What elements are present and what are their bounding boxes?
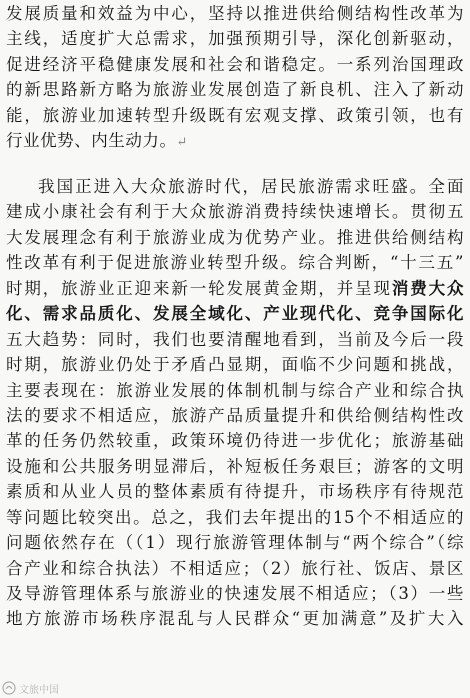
text-line: 主线，适度扩大总需求，加强预期引导，深化创新驱动， xyxy=(6,29,464,49)
text-line: 法的要求不相适应，旅游产品质量提升和供给侧结构性改 xyxy=(6,405,464,425)
text-line xyxy=(0,276,470,301)
text-segment: 行业优势、内生动力。 xyxy=(6,131,177,151)
text-line: 建成小康社会有利于大众旅游消费持续快速增长。贯彻五 xyxy=(6,202,464,222)
text-line: 性改革有利于促进旅游业转型升级。综合判断，“十三五” xyxy=(6,253,464,273)
text-line: 设施和公共服务明显滞后，补短板任务艰巨；游客的文明 xyxy=(6,456,464,476)
text-segment: 时期，旅游业正迎来新一轮发展黄金期，并呈现 xyxy=(6,278,392,298)
text-line: 时期，旅游业仍处于矛盾凸显期，面临不少问题和挑战， xyxy=(6,355,464,375)
text-line: 大发展理念有利于旅游业成为优势产业。推进供给侧结构 xyxy=(6,227,464,247)
text-line: 等问题比较突出。总之，我们去年提出的15个不相适应的 xyxy=(6,507,464,527)
paragraph-1 xyxy=(0,1,470,154)
text-line: 素质和从业人员的整体素质有待提升，市场秩序有待规范 xyxy=(6,482,464,502)
text-line: 地方旅游市场秩序混乱与人民群众“更加满意”及扩大入 xyxy=(6,609,464,629)
text-line: 能，旅游业加速转型升级既有宏观支撑、政策引领，也有 xyxy=(6,105,464,125)
text-line: 的新思路新方略为旅游业发展创造了新良机、注入了新动 xyxy=(6,80,464,100)
bold-emphasis: 消费大众 xyxy=(391,278,464,298)
text-line: 及导游管理体系与旅游业的快速发展不相适应；（3）一些 xyxy=(6,584,464,603)
text-line: 五大趋势：同时，我们也要清醒地看到，当前及今后一段 xyxy=(6,329,464,349)
text-line: 促进经济平稳健康发展和社会和谐稳定。一系列治国理政 xyxy=(6,54,464,74)
watermark-text: 文旅中国 xyxy=(19,684,59,696)
text-line: 我国正进入大众旅游时代，居民旅游需求旺盛。全面 xyxy=(38,177,464,196)
text-line xyxy=(0,128,470,153)
text-line: 主要表现在：旅游业发展的体制机制与综合产业和综合执 xyxy=(6,380,464,400)
text-line: 发展质量和效益为中心，坚持以推进供给侧结构性改革为 xyxy=(6,4,464,23)
paragraph-2 xyxy=(0,174,470,632)
watermark xyxy=(2,679,59,697)
watermark-logo-icon xyxy=(2,681,16,695)
text-line: 合产业和综合执法）不相适应；（2）旅行社、饭店、景区 xyxy=(6,558,464,578)
paragraph-mark-icon: ↵ xyxy=(176,135,188,151)
bold-emphasis-line: 化、需求品质化、发展全域化、产业现代化、竞争国际化 xyxy=(6,304,464,324)
text-line: 问题依然存在（（1）现行旅游管理体制与“两个综合”（综 xyxy=(6,533,464,553)
text-line: 革的任务仍然较重，政策环境仍待进一步优化；旅游基础 xyxy=(6,431,464,451)
